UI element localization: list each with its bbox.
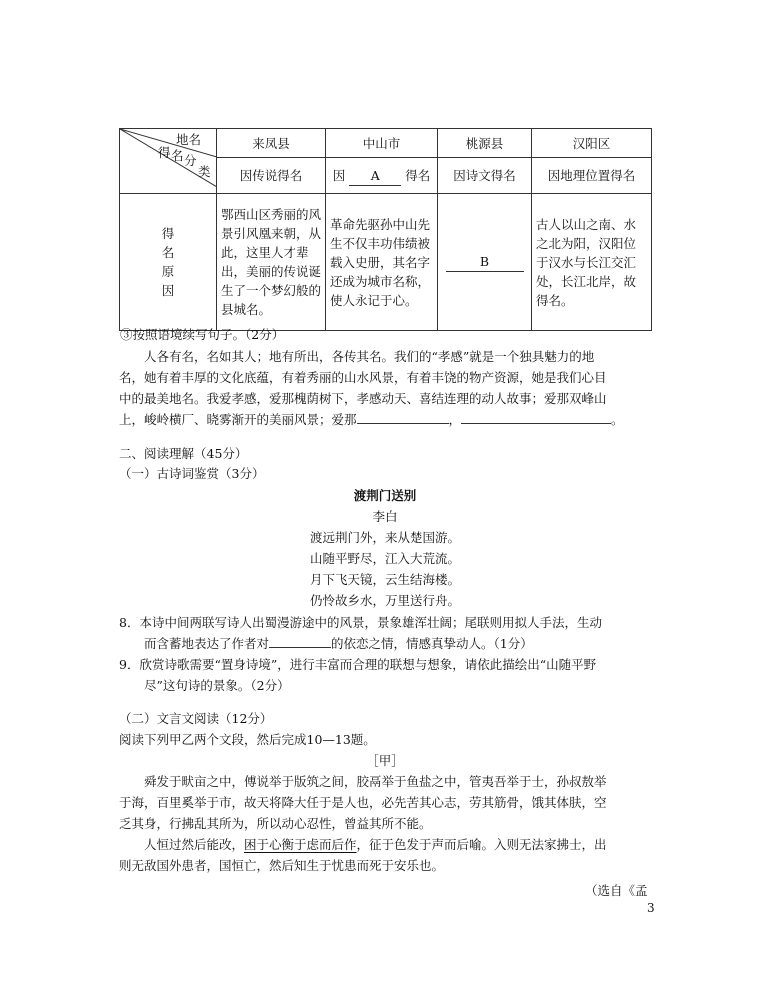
subsection-heading: （二）文言文阅读（12分） [119, 711, 273, 726]
category-cell-blank-a [326, 158, 438, 194]
passage-text: 人恒过然后能改， [144, 837, 245, 852]
instruction: 阅读下列甲乙两个文段，然后完成10—13题。 [119, 732, 376, 747]
q3-text: ， [448, 412, 462, 427]
row-label-char: 因 [161, 283, 175, 298]
q9-line: 9．欣赏诗歌需要“置身诗境”，进行丰富而合理的联想与想象，请依此描绘出“山随平野 [119, 657, 597, 672]
blank-b[interactable]: B [446, 252, 524, 272]
header-type-char-4: 类 [198, 164, 211, 179]
row-label-char: 得 [161, 226, 175, 241]
reason-cell: 古人以山之南、水之北为阳，汉阳位于汉水与长江交汇处，长江北岸，故得名。 [532, 194, 652, 331]
place-cell: 汉阳区 [532, 129, 652, 158]
reason-cell: 革命先驱孙中山先生不仅丰功伟绩被载入史册，其名字还成为城市名称，使人永记于心。 [326, 194, 438, 331]
q8-blank[interactable] [269, 647, 331, 648]
row-label-char: 名 [161, 245, 175, 260]
place-name-table [119, 128, 652, 331]
q3-label: ③按照语境续写句子。（2分） [120, 327, 285, 342]
table-diagonal-header [120, 129, 217, 194]
category-cell: 因地理位置得名 [532, 158, 652, 194]
place-cell: 中山市 [326, 129, 438, 158]
q3-blank-2[interactable] [461, 423, 611, 424]
passage-line: 乏其身，行拂乱其所为，所以动心忍性，曾益其所不能。 [119, 816, 432, 831]
poem-line: 渡远荆门外，来从楚国游。 [309, 530, 460, 545]
category-cell: 因诗文得名 [438, 158, 532, 194]
q3-text: 。 [611, 412, 624, 427]
blank-a[interactable]: A [349, 166, 401, 186]
passage-source: （选自《孟 [585, 883, 648, 898]
q8-line: 8．本诗中间两联写诗人出蜀漫游途中的风景，景象雄浑壮阔；尾联则用拟人手法，生动 [119, 615, 602, 630]
passage-text: ，征于色发于声而后喻。入则无法家拂士，出 [356, 837, 607, 852]
poem-author: 李白 [372, 509, 398, 524]
category-cell: 因传说得名 [217, 158, 326, 194]
q3-para-line-4 [119, 410, 624, 430]
q8-text: 而含蓄地表达了作者对 [144, 636, 270, 651]
q9-line: 尽”这句诗的景象。（2分） [144, 678, 290, 693]
passage-line: 则无敌国外患者，国恒亡，然后知生于忧患而死于安乐也。 [119, 858, 445, 873]
q3-para-line: 名，她有着丰厚的文化底蕴，有着秀丽的山水风景，有着丰饶的物产资源，她是我们心目 [119, 370, 607, 385]
reason-cell-blank-b [438, 194, 532, 331]
passage-line [144, 835, 607, 855]
q3-para-line: 中的最美地名。我爱孝感，爱那槐荫树下，孝感动天、喜结连理的动人故事；爱那双峰山 [119, 391, 607, 406]
header-type-char-1: 得 [158, 145, 171, 160]
q8-line-2 [144, 634, 533, 654]
section-heading: 二、阅读理解（45分） [119, 446, 248, 461]
category-prefix: 因 [332, 167, 346, 183]
poem-title: 渡荆门送别 [353, 488, 417, 503]
row-label-char: 原 [161, 264, 175, 279]
passage-line: 舜发于畎亩之中，傅说举于版筑之间，胶鬲举于鱼盐之中，管夷吾举于士，孙叔敖举 [144, 774, 607, 789]
poem-line: 山随平野尽，江入大荒流。 [309, 551, 460, 566]
q3-para-line: 人各有名，名如其人；地有所出，各传其名。我们的“孝感”就是一个独具魅力的地 [144, 349, 595, 364]
poem-line: 仍怜故乡水，万里送行舟。 [309, 593, 460, 608]
page-number: 3 [647, 901, 655, 915]
header-type-char-2: 名 [171, 148, 184, 163]
passage-line: 于海，百里奚举于市，故天将降大任于是人也，必先苦其心志，劳其筋骨，饿其体肤，空 [119, 795, 607, 810]
header-type-char-3: 分 [184, 153, 197, 168]
poem-line: 月下飞天镜，云生结海楼。 [309, 572, 460, 587]
category-suffix: 得名 [405, 167, 431, 183]
header-place-label: 地名 [176, 132, 202, 147]
place-cell: 来凤县 [217, 129, 326, 158]
underlined-sentence: 困于心衡于虑而后作 [244, 837, 357, 852]
q3-text: 上，峻岭横厂、晓雾渐开的美丽风景；爱那 [119, 412, 357, 427]
reason-row-label [120, 194, 217, 331]
subsection-heading: （一）古诗词鉴赏（3分） [119, 466, 265, 481]
place-cell: 桃源县 [438, 129, 532, 158]
q8-text: 的依恋之情，情感真挚动人。（1分） [331, 636, 533, 651]
q3-blank-1[interactable] [357, 423, 449, 424]
passage-marker: ［甲］ [366, 753, 404, 768]
reason-cell: 鄂西山区秀丽的风景引风凰来朝，从此，这里人才辈出，美丽的传说诞生了一个梦幻般的县城名。 [217, 194, 326, 331]
